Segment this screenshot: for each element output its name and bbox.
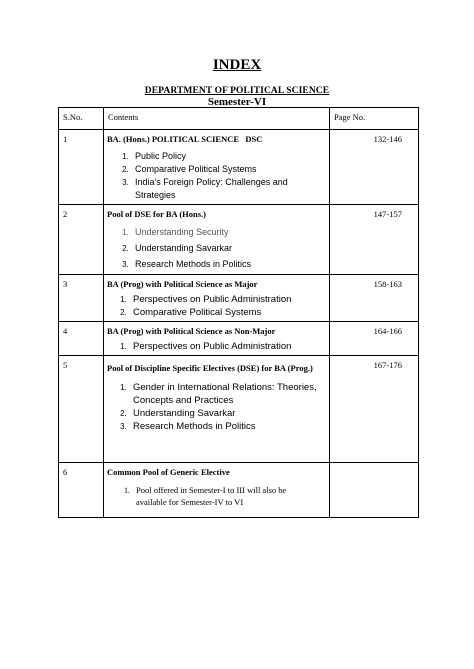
- row-page-range: 164-166: [330, 322, 419, 356]
- table-row: [59, 205, 419, 275]
- row-page-range: 158-163: [330, 275, 419, 322]
- table-row: [59, 463, 419, 518]
- list-item: 1. Pool offered in Semester-I to III will also be available for Semester-IV to VI: [132, 484, 319, 508]
- row-page-range: [330, 463, 419, 518]
- index-table: [58, 107, 419, 518]
- row-page-range: 147-157: [330, 205, 419, 275]
- row-sno: 2: [59, 205, 104, 275]
- column-header-sno: S.No.: [59, 108, 104, 130]
- row-heading: BA (Prog) with Political Science as Non-Major: [107, 326, 276, 336]
- row-contents: [104, 275, 330, 322]
- row-sno: 1: [59, 130, 104, 205]
- list-item: 2. Understanding Savarkar: [131, 240, 329, 256]
- list-item: 1. Perspectives on Public Administration: [129, 340, 329, 353]
- row-heading: BA. (Hons.) POLITICAL SCIENCE DSC: [107, 134, 263, 144]
- row-heading: Pool of DSE for BA (Hons.): [107, 209, 207, 219]
- list-item: 1. Perspectives on Public Administration: [129, 293, 329, 306]
- list-item: 3. Research Methods in Politics: [131, 256, 329, 272]
- row-sno: 5: [59, 356, 104, 463]
- row-page-range: 167-176: [330, 356, 419, 463]
- row-heading: BA (Prog) with Political Science as Major: [107, 279, 258, 289]
- list-item: 1. Public Policy: [131, 150, 329, 163]
- row-contents: [104, 130, 330, 205]
- row-contents: [104, 205, 330, 275]
- table-row: [59, 356, 419, 463]
- list-item: 1. Understanding Security: [131, 224, 329, 240]
- list-item: 3. India's Foreign Policy: Challenges and Strategies: [131, 176, 329, 202]
- row-heading: Common Pool of Generic Elective: [107, 467, 230, 477]
- row-sno: 4: [59, 322, 104, 356]
- semester-heading: Semester-VI: [207, 96, 267, 108]
- list-item: 3. Research Methods in Politics: [129, 420, 329, 433]
- page-title: INDEX: [212, 57, 262, 73]
- row-contents: [104, 356, 330, 463]
- row-heading: Pool of Discipline Specific Electives (DSE) for BA (Prog.): [107, 363, 313, 373]
- row-page-range: 132-146: [330, 130, 419, 205]
- list-item: 2. Comparative Political Systems: [131, 163, 329, 176]
- list-item: 2. Comparative Political Systems: [129, 306, 329, 319]
- row-contents: [104, 322, 330, 356]
- row-sno: 3: [59, 275, 104, 322]
- table-row: [59, 130, 419, 205]
- column-header-contents: Contents: [104, 108, 330, 130]
- list-item: 2. Understanding Savarkar: [129, 407, 329, 420]
- department-heading: DEPARTMENT OF POLITICAL SCIENCE: [144, 86, 330, 96]
- table-row: [59, 275, 419, 322]
- row-sno: 6: [59, 463, 104, 518]
- table-header-row: [59, 108, 419, 130]
- row-contents: [104, 463, 330, 518]
- list-item: 1. Gender in International Relations: Theories, Concepts and Practices: [129, 381, 329, 407]
- column-header-page: Page No.: [330, 108, 419, 130]
- table-row: [59, 322, 419, 356]
